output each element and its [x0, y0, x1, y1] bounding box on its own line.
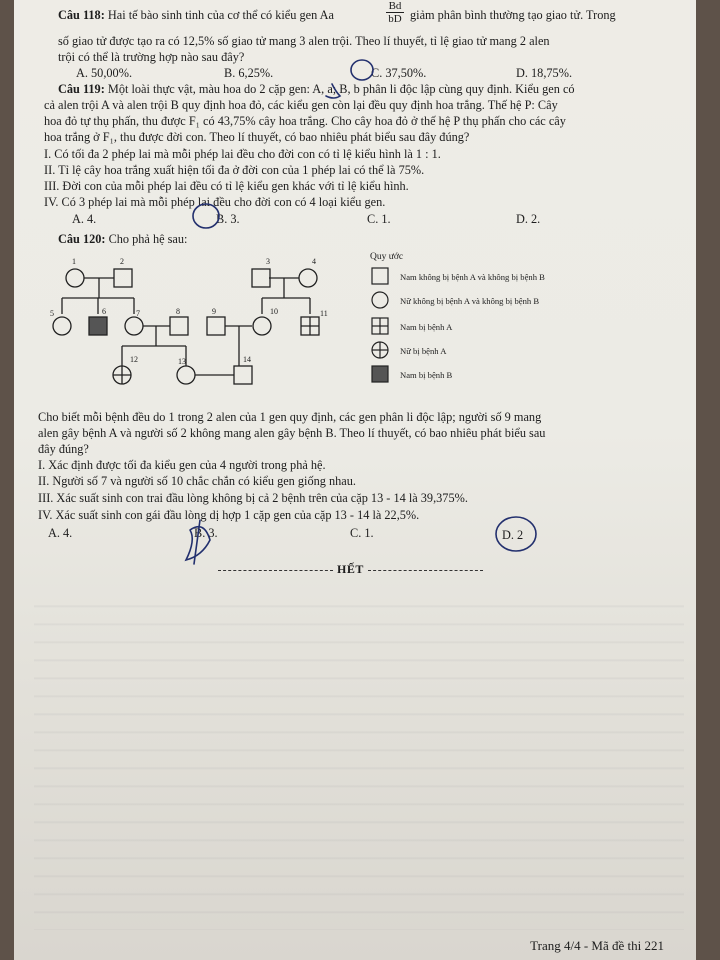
q119-line1 [58, 82, 575, 98]
individual-3-male [252, 269, 270, 287]
q118-text: Hai tế bào sinh tinh của cơ thể có kiểu gen Aa [107, 8, 334, 22]
q119-option-c: C. 1. [367, 212, 391, 226]
pedigree-number: 2 [120, 257, 124, 266]
female-unaffected-icon [370, 290, 392, 310]
pedigree-individuals [53, 269, 319, 384]
q119-label: Câu 119: [58, 82, 105, 96]
bleed-through-text [34, 590, 684, 930]
individual-10-female [253, 317, 271, 335]
male-disease-a-icon [370, 316, 392, 336]
q119-statement-2: II. Tỉ lệ cây hoa trắng xuất hiện tối đa ở đời con của 1 phép lai có thể là 75%. [44, 163, 425, 177]
individual-13-female [177, 366, 195, 384]
q120-statement-1: I. Xác định được tối đa kiểu gen của 4 người trong phả hệ. [38, 458, 326, 472]
page-footer: Trang 4/4 - Mã đề thi 221 [530, 938, 664, 953]
genotype-bottom: bD [388, 13, 402, 25]
end-marker [214, 562, 487, 577]
individual-2-male [114, 269, 132, 287]
individual-8-male [170, 317, 188, 335]
legend-item-female-disease-a: Nữ bị bệnh A [400, 346, 447, 356]
end-dash-left [218, 570, 333, 571]
circle-mark-q118-c [351, 60, 373, 80]
q120-option-c: C. 1. [350, 526, 374, 540]
individual-9-male [207, 317, 225, 335]
pedigree-number: 9 [212, 307, 216, 316]
q120-body-line1: Cho biết mỗi bệnh đều do 1 trong 2 alen của 1 gen quy định, các gen phân li độc lập; người số 9 mang [38, 410, 542, 424]
q119-line2: cả alen trội A và alen trội B quy định hoa đỏ, các kiểu gen còn lại đều quy định hoa trắng. Thế hệ P: Cây [44, 98, 558, 112]
q118-line1-end: giảm phân bình thường tạo giao tử. Trong [410, 8, 616, 22]
q120-label: Câu 120: [58, 232, 106, 246]
q118-line1 [58, 8, 334, 24]
exam-page [14, 0, 696, 960]
q119-line4: hoa trắng ở F₁, thu được đời con. Theo lí thuyết, có bao nhiêu phát biểu sau đây đúng? [44, 130, 470, 144]
q120-statement-2: II. Người số 7 và người số 10 chắc chắn có kiểu gen giống nhau. [38, 474, 356, 488]
end-text: HẾT [337, 562, 364, 576]
male-disease-b-icon [370, 364, 392, 384]
q120-statement-3: III. Xác suất sinh con trai đầu lòng không bị cả 2 bệnh trên của cặp 13 - 14 là 39,375%. [38, 491, 468, 505]
q120-intro: Cho phả hệ sau: [108, 232, 188, 246]
pedigree-number: 5 [50, 309, 54, 318]
q119-line3: hoa đỏ tự thụ phấn, thu được F₁ có 43,75% cây hoa trắng. Cho cây hoa đỏ ở thế hệ P thụ phấn cho các cây [44, 114, 566, 128]
q120-body-line3: đây đúng? [38, 442, 89, 456]
pedigree-number: 7 [136, 309, 140, 318]
q118-option-b: B. 6,25%. [224, 66, 274, 80]
pedigree-number: 12 [130, 355, 138, 364]
individual-11-male-disease-a [301, 317, 319, 335]
individual-7-female [125, 317, 143, 335]
pedigree-number: 13 [178, 357, 186, 366]
q119-statement-1: I. Có tối đa 2 phép lai mà mỗi phép lai đều cho đời con có tỉ lệ kiểu hình là 1 : 1. [44, 147, 441, 161]
female-disease-a-icon [370, 340, 392, 360]
q120-option-b: B. 3. [194, 526, 218, 540]
individual-6-male-disease-b [89, 317, 107, 335]
pedigree-number: 8 [176, 307, 180, 316]
pedigree-number: 14 [243, 355, 251, 364]
pedigree-numbers [50, 257, 328, 366]
individual-12-female-disease-a [113, 366, 131, 384]
q119-option-b: B. 3. [216, 212, 240, 226]
q118-option-d: D. 18,75%. [516, 66, 573, 80]
end-dash-right [368, 570, 483, 571]
male-unaffected-icon [370, 266, 392, 286]
q119-option-a: A. 4. [72, 212, 97, 226]
pedigree-number: 11 [320, 309, 328, 318]
legend-item-male-disease-a: Nam bị bệnh A [400, 322, 453, 332]
individual-5-female [53, 317, 71, 335]
q120-line1 [58, 232, 187, 248]
genotype-top: Bd [386, 0, 404, 13]
pedigree-number: 1 [72, 257, 76, 266]
q119-statement-4: IV. Có 3 phép lai mà mỗi phép lai đều cho đời con có 4 loại kiểu gen. [44, 195, 386, 209]
q119-text: Một loài thực vật, màu hoa do 2 cặp gen: A, a; B, b phân li độc lập cùng quy định. Kiểu gen có [107, 82, 575, 96]
pedigree-chart [34, 250, 364, 390]
individual-14-male [234, 366, 252, 384]
q119-statement-3: III. Đời con của mỗi phép lai đều có tỉ lệ kiểu gen khác với tỉ lệ kiểu hình. [44, 179, 409, 193]
q118-option-a: A. 50,00%. [76, 66, 133, 80]
q120-option-d: D. 2 [502, 528, 524, 542]
individual-1-female [66, 269, 84, 287]
pedigree-number: 10 [270, 307, 278, 316]
q120-statement-4: IV. Xác suất sinh con gái đầu lòng dị hợp 1 cặp gen của cặp 13 - 14 là 22,5%. [38, 508, 420, 522]
legend-title: Quy ước [370, 252, 404, 262]
q120-body-line2: alen gây bệnh A và người số 2 không mang alen gây bệnh B. Theo lí thuyết, có bao nhiêu phát biểu sau [38, 426, 546, 440]
legend-item-male-unaffected: Nam không bị bệnh A và không bị bệnh B [400, 272, 545, 282]
q119-option-d: D. 2. [516, 212, 541, 226]
q118-label: Câu 118: [58, 8, 105, 22]
q118-line3: trội có thể là trường hợp nào sau đây? [58, 50, 245, 64]
q120-option-a: A. 4. [48, 526, 73, 540]
pedigree-number: 4 [312, 257, 316, 266]
legend-item-male-disease-b: Nam bị bệnh B [400, 370, 453, 380]
q118-line2: số giao tử được tạo ra có 12,5% số giao tử mang 3 alen trội. Theo lí thuyết, tỉ lệ giao tử mang 2 alen [58, 34, 550, 48]
pedigree-number: 3 [266, 257, 270, 266]
q118-genotype [386, 0, 404, 25]
pedigree-number: 6 [102, 307, 106, 316]
legend-item-female-unaffected: Nữ không bị bệnh A và không bị bệnh B [400, 296, 540, 306]
q118-option-c: C. 37,50%. [371, 66, 427, 80]
individual-4-female [299, 269, 317, 287]
